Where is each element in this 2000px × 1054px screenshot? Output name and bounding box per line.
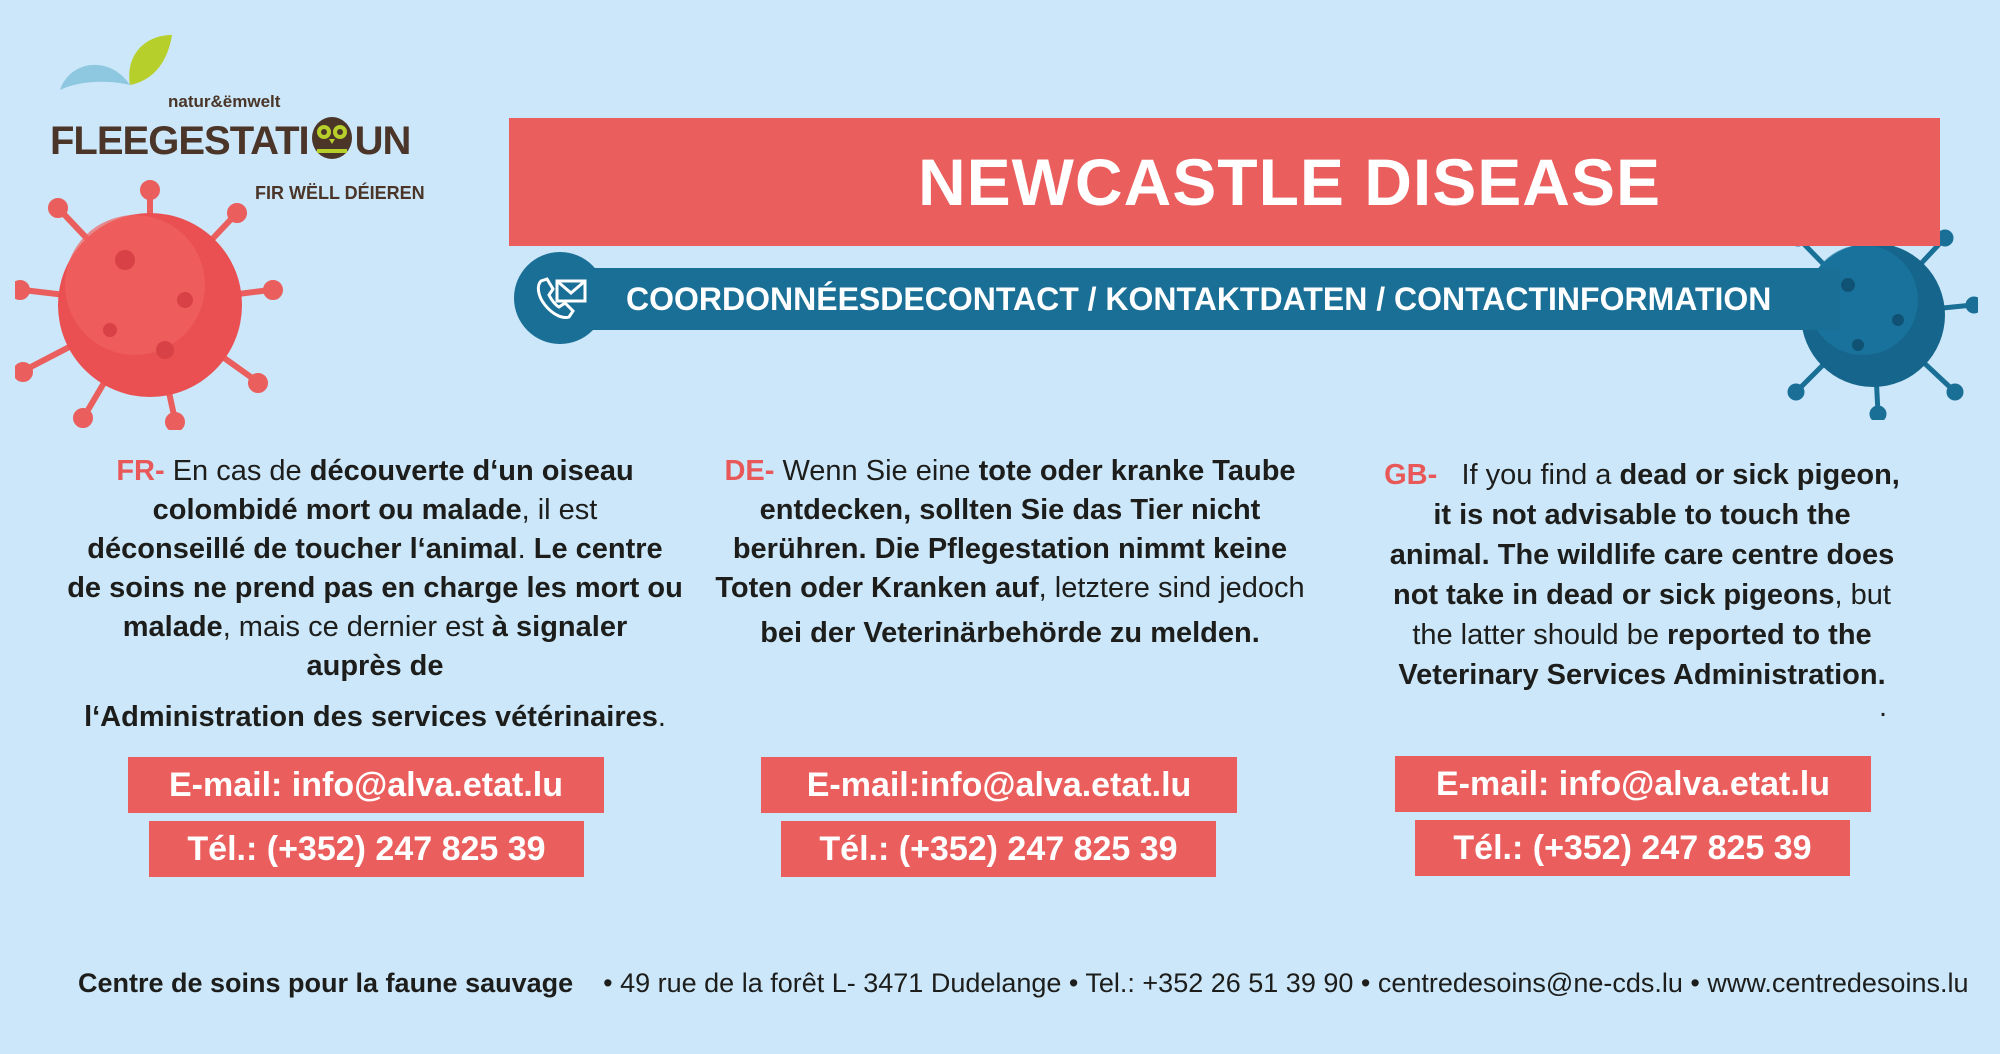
logo-tagline: FIR WËLL DÉIEREN bbox=[255, 183, 425, 203]
red-virus-icon bbox=[15, 180, 285, 430]
footer bbox=[78, 968, 1968, 999]
gb-line: it is not advisable to touch the bbox=[1433, 499, 1851, 531]
logo-main-text bbox=[50, 112, 410, 164]
gb-line: reported to the bbox=[1667, 619, 1872, 651]
fr-line: découverte d‘un oiseau bbox=[309, 455, 634, 487]
contact-bar-label: COORDONNÉESDECONTACT / KONTAKTDATEN / CONTACTINFORMATION bbox=[626, 280, 1772, 317]
fr-line: Le centre bbox=[533, 533, 663, 565]
fr-line: , il est bbox=[521, 494, 598, 526]
gb-email-box: E-mail: info@alva.etat.lu bbox=[1395, 756, 1871, 812]
de-line: entdecken, sollten Sie das Tier nicht bbox=[759, 494, 1261, 526]
fr-line: l‘Administration des services vétérinaires bbox=[84, 701, 658, 733]
fr-line: de soins ne prend pas en charge les mort ou bbox=[67, 572, 683, 604]
fr-line: En cas de bbox=[172, 455, 310, 487]
de-line: , letztere sind jedoch bbox=[1038, 572, 1305, 604]
fr-line: auprès de bbox=[306, 650, 444, 682]
gb-line: If you find a bbox=[1461, 459, 1620, 491]
de-line: bei der Veterinärbehörde zu melden. bbox=[760, 617, 1260, 649]
gb-line: , but bbox=[1834, 579, 1891, 611]
lang-label-fr: FR- bbox=[116, 455, 165, 487]
de-line: Toten oder Kranken auf bbox=[715, 572, 1039, 604]
gb-text-block bbox=[1332, 455, 1952, 723]
logo-main-left: FLEEGESTATI bbox=[50, 119, 309, 163]
logo-small-text: natur&ëmwelt bbox=[168, 92, 281, 111]
de-line: tote oder kranke Taube bbox=[978, 455, 1296, 487]
de-tel-box: Tél.: (+352) 247 825 39 bbox=[781, 821, 1216, 877]
gb-line: the latter should be bbox=[1412, 619, 1668, 651]
lang-label-de: DE- bbox=[724, 455, 775, 487]
gb-line: not take in dead or sick pigeons bbox=[1393, 579, 1835, 611]
fr-email-box: E-mail: info@alva.etat.lu bbox=[128, 757, 604, 813]
de-line: Wenn Sie eine bbox=[782, 455, 979, 487]
fr-line: . bbox=[657, 701, 666, 733]
fr-line: malade bbox=[122, 611, 223, 643]
fr-line: , mais ce dernier est bbox=[222, 611, 492, 643]
footer-name: Centre de soins pour la faune sauvage bbox=[78, 968, 574, 998]
gb-line: dead or sick pigeon, bbox=[1619, 459, 1900, 491]
fr-line: colombidé mort ou malade bbox=[152, 494, 522, 526]
logo-main-right: UN bbox=[354, 119, 411, 163]
owl-icon bbox=[309, 112, 355, 152]
fr-text-block bbox=[55, 452, 695, 737]
de-text-block bbox=[690, 452, 1330, 653]
page-title: NEWCASTLE DISEASE bbox=[917, 145, 1662, 219]
phone-mail-icon bbox=[514, 252, 606, 344]
fr-tel-box: Tél.: (+352) 247 825 39 bbox=[149, 821, 584, 877]
gb-line: Veterinary Services Administration. bbox=[1398, 659, 1886, 691]
fr-line: à signaler bbox=[491, 611, 628, 643]
footer-details: • 49 rue de la forêt L- 3471 Dudelange • Tel.: +352 26 51 39 90 • centredesoins@ne-cds.lu • www.centredesoins.lu bbox=[603, 968, 1969, 998]
title-banner bbox=[509, 118, 1940, 246]
fr-line: . bbox=[517, 533, 534, 565]
gb-tel-box: Tél.: (+352) 247 825 39 bbox=[1415, 820, 1850, 876]
fr-line: déconseillé de toucher l‘animal bbox=[87, 533, 518, 565]
lang-label-gb: GB- bbox=[1384, 459, 1438, 491]
leaf-logo-icon bbox=[50, 30, 180, 110]
de-line: berühren. Die Pflegestation nimmt keine bbox=[732, 533, 1288, 565]
gb-line: animal. The wildlife care centre does bbox=[1389, 539, 1895, 571]
gb-dot: . bbox=[1878, 691, 1887, 723]
de-email-box: E-mail:info@alva.etat.lu bbox=[761, 757, 1237, 813]
contact-bar bbox=[570, 268, 1840, 330]
